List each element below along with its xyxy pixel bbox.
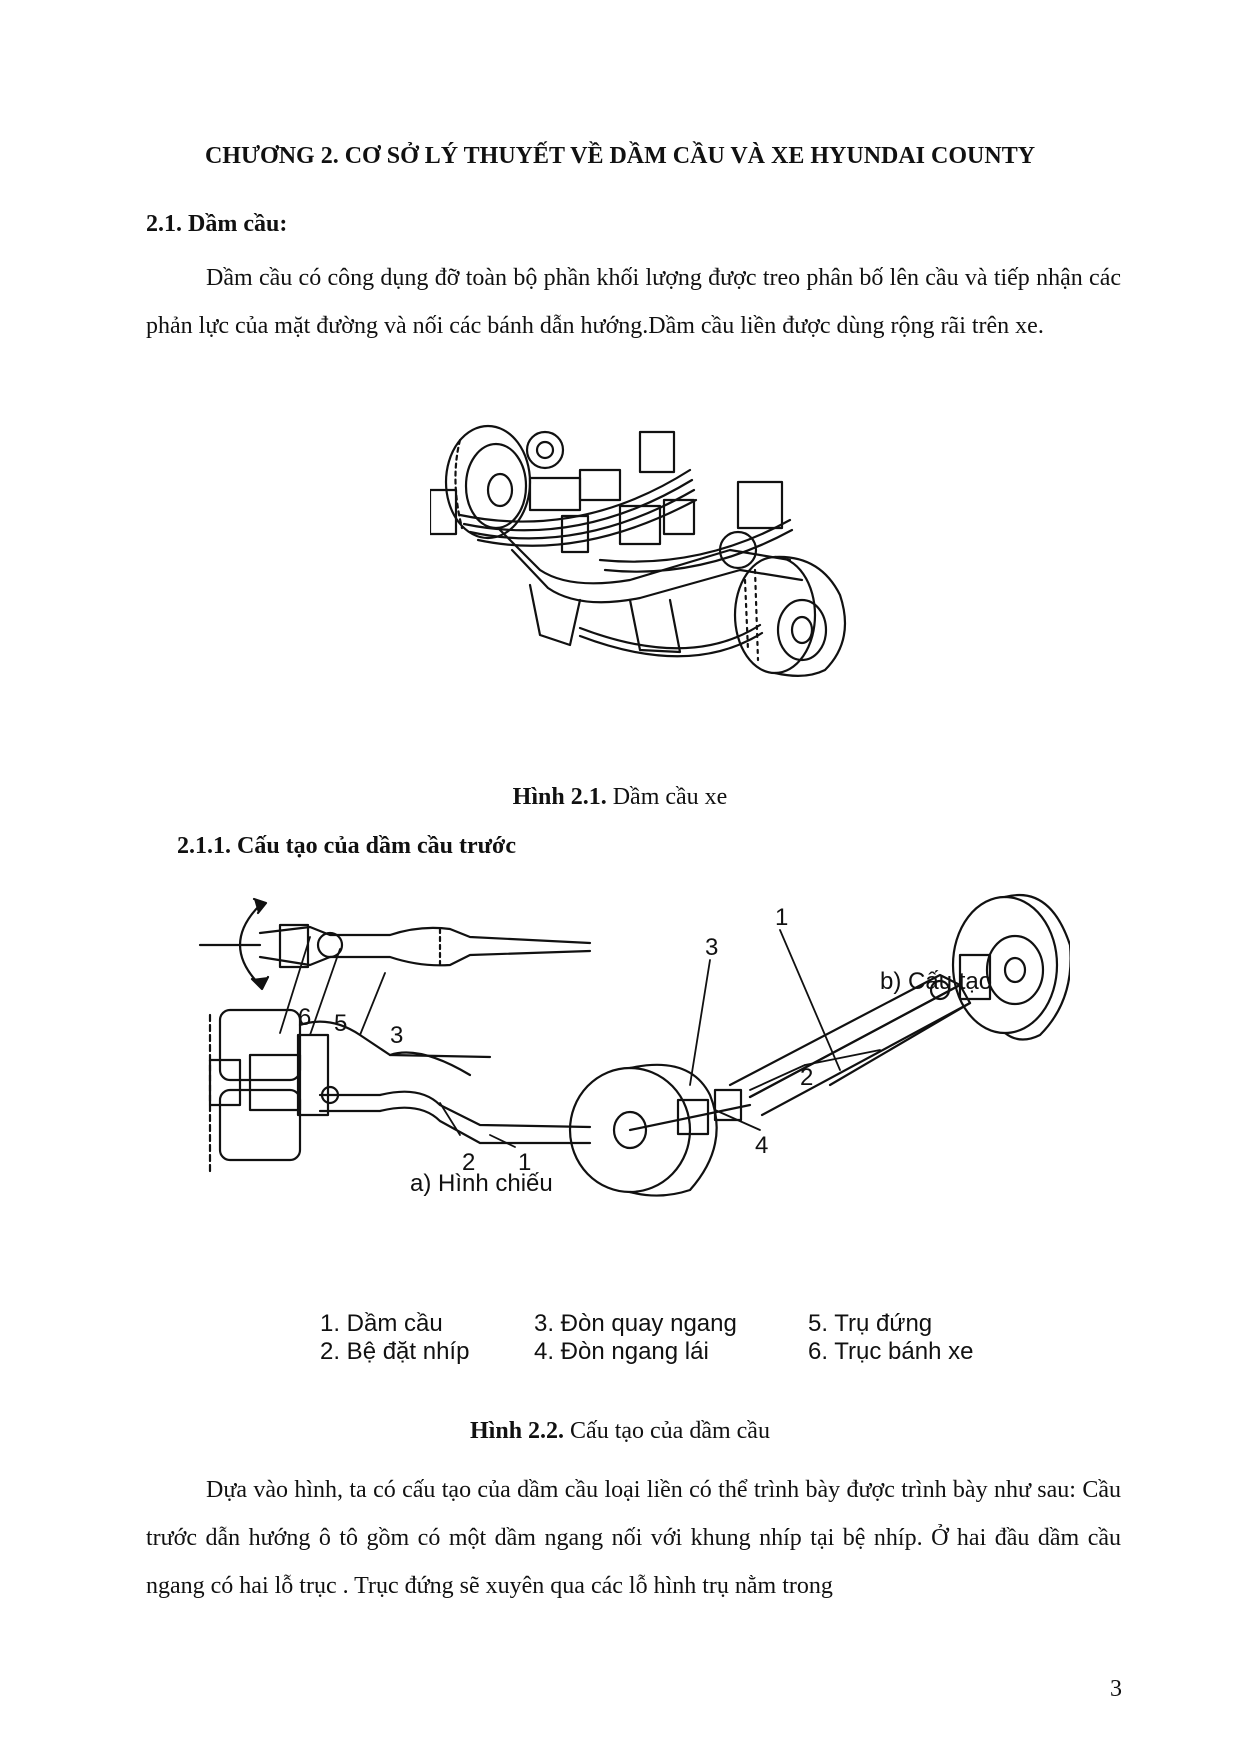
callout-a-3: 3 [390, 1022, 404, 1049]
right-wheel [735, 557, 845, 676]
body-paragraph-text: Dựa vào hình, ta có cấu tạo của dầm cầu loại liền có thể trình bày được trình bày như sau: Cầu trước dẫn hướng ô tô gồm có một dầm ngang nối với khung nhíp tại bệ nhíp. Ở hai đầu dầm cầu ngang có hai lỗ trục . Trục đứng sẽ xuyên qua các lỗ hình trụ nằm trong [146, 1477, 1121, 1599]
page-number: 3 [1110, 1676, 1122, 1702]
callout-a-1: 1 [518, 1149, 532, 1176]
callout-b-4: 4 [755, 1132, 769, 1159]
legend-item-1: 1. Dầm cầu [320, 1310, 443, 1337]
section-2-1-paragraph-text: Dầm cầu có công dụng đỡ toàn bộ phần khối lượng được treo phân bố lên cầu và tiếp nhận các phản lực của mặt đường và nối các bánh dẫn hướng.Dầm cầu liền được dùng rộng rãi trên xe. [146, 265, 1121, 339]
section-2-1-1-heading: 2.1.1. Cấu tạo của dầm cầu trước [177, 833, 516, 859]
view-b-label: b) Cấu tạo [880, 968, 993, 995]
legend-item-3: 3. Đòn quay ngang [534, 1310, 737, 1337]
figure-2-2-caption-text: Cấu tạo của dầm cầu [564, 1418, 770, 1444]
axle-beam-perspective [730, 975, 970, 1115]
section-2-1-heading: 2.1. Dầm cầu: [146, 211, 288, 237]
figure-2-1-caption [0, 784, 1240, 811]
top-view-beam [200, 925, 590, 967]
callout-b-2: 2 [800, 1064, 814, 1091]
callout-leader-lines [280, 930, 880, 1147]
legend-item-6: 6. Trục bánh xe [808, 1338, 974, 1365]
callout-b-3: 3 [705, 934, 719, 961]
figure-2-1-axle-illustration [430, 420, 930, 740]
legend-item-4: 4. Đòn ngang lái [534, 1338, 709, 1365]
figure-2-1-caption-text: Dầm cầu xe [606, 784, 728, 810]
figure-2-1-label: Hình 2.1. [512, 784, 607, 810]
callout-a-5: 5 [334, 1010, 348, 1037]
legend-item-2: 2. Bệ đặt nhíp [320, 1338, 470, 1365]
section-2-1-paragraph [146, 254, 1121, 350]
figure-2-2-label: Hình 2.2. [470, 1418, 565, 1444]
callout-a-2: 2 [462, 1149, 476, 1176]
body-paragraph [146, 1466, 1121, 1610]
figure-2-2-caption [0, 1418, 1240, 1445]
view-a-label: a) Hình chiếu [410, 1170, 553, 1197]
legend-item-5: 5. Trụ đứng [808, 1310, 933, 1337]
front-left-wheel [570, 1065, 750, 1196]
callout-b-1: 1 [775, 904, 789, 931]
callout-a-6: 6 [298, 1004, 312, 1031]
chapter-title: CHƯƠNG 2. CƠ SỞ LÝ THUYẾT VỀ DẦM CẦU VÀ XE HYUNDAI COUNTY [204, 143, 1036, 169]
figure-2-2-structure-illustration [190, 885, 1070, 1215]
